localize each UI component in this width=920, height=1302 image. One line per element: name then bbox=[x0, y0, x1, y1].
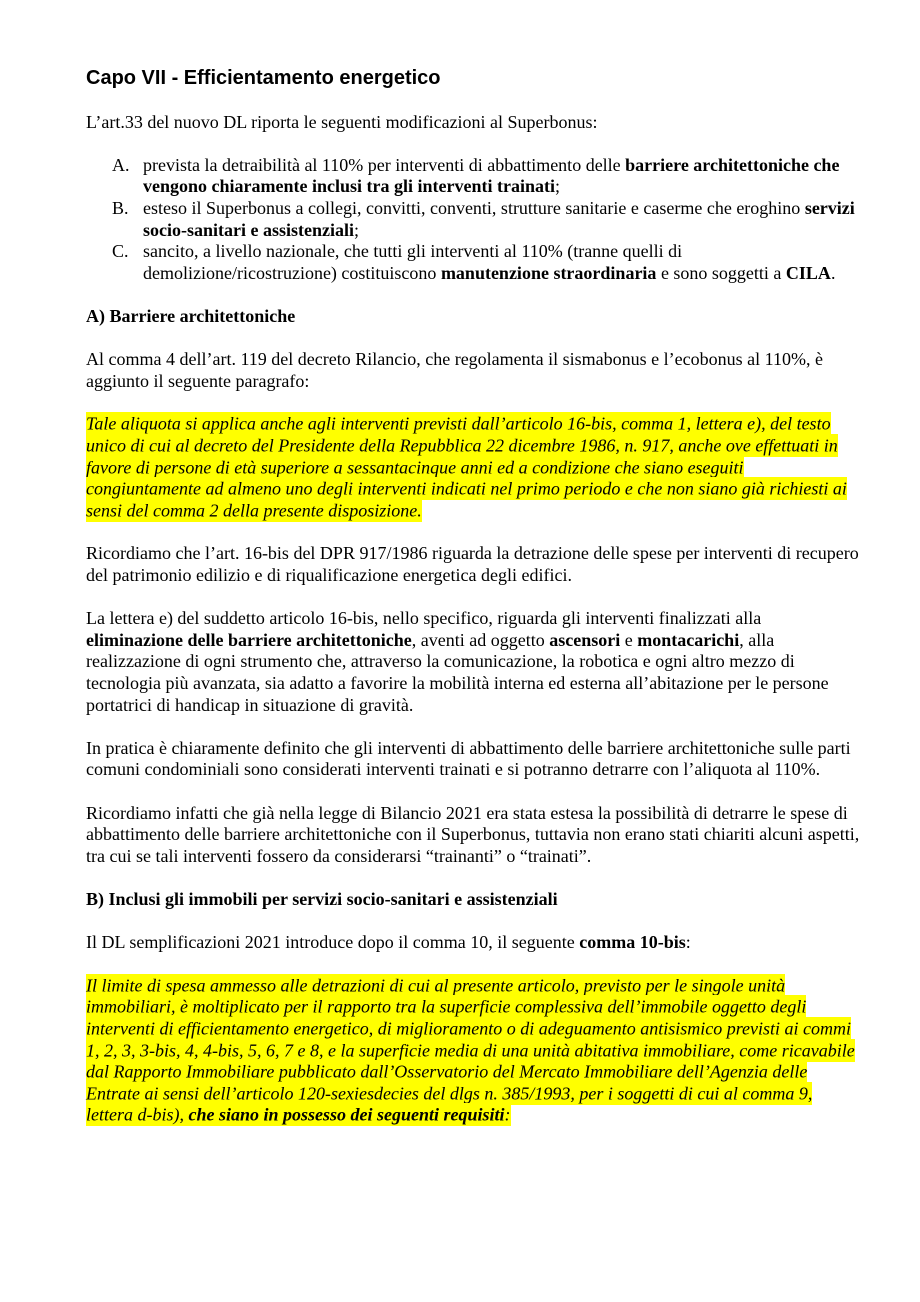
section-a-paragraph-4: In pratica è chiaramente definito che gli interventi di abbattimento delle barriere architettoniche sulle parti comuni condominiali sono considerati interventi trainati e si potranno detrarre con l’aliquota al 110%. bbox=[86, 737, 851, 780]
text-run: sancito, a livello nazionale, che tutti gli interventi al 110% (tranne quelli di demolizione/ricostruzione) costituiscono bbox=[143, 241, 683, 283]
highlighted-quote-b bbox=[86, 975, 862, 1126]
intro-paragraph: L’art.33 del nuovo DL riporta le seguenti modificazioni al Superbonus: bbox=[86, 111, 598, 132]
text-run: prevista la detraibilità al 110% per interventi di abbattimento delle bbox=[143, 154, 626, 175]
modifications-list bbox=[86, 155, 862, 285]
bold-text-run: comma 10-bis bbox=[579, 932, 686, 953]
section-b-heading: B) Inclusi gli immobili per servizi socio-sanitari e assistenziali bbox=[86, 888, 558, 909]
highlight-text: Tale aliquota si applica anche agli interventi previsti dall’articolo 16-bis, comma 1, lettera e), del testo unico di cui al decreto del Presidente della Repubblica 22 dicembre 1986, n. 917, anche ove effettuati in favore di persone di età superiore a sessantacinque anni ed a condizione che siano eseguiti congiuntamente ad almeno uno degli interventi indicati nel primo periodo e che non siano già richiesti ai sensi del comma 2 della presente disposizione. bbox=[86, 413, 847, 521]
text-run: Il DL semplificazioni 2021 introduce dopo il comma 10, il seguente bbox=[86, 932, 580, 953]
section-b-paragraph-1 bbox=[86, 932, 862, 954]
section-a-paragraph-2: Ricordiamo che l’art. 16-bis del DPR 917/1986 riguarda la detrazione delle spese per interventi di recupero del patrimonio edilizio e di riqualificazione energetica degli edifici. bbox=[86, 543, 859, 586]
list-marker: B. bbox=[112, 197, 129, 218]
list-item-b bbox=[86, 198, 862, 241]
list-marker: C. bbox=[112, 241, 129, 262]
text-run: La lettera e) del suddetto articolo 16-bis, nello specifico, riguarda gli interventi finalizzati alla bbox=[86, 608, 762, 629]
list-item-c bbox=[86, 241, 862, 284]
bold-text-run: montacarichi bbox=[637, 629, 740, 650]
list-item-a bbox=[86, 155, 862, 198]
bold-text-run: servizi socio-sanitari e assistenziali bbox=[143, 197, 855, 240]
highlight-text: : bbox=[504, 1104, 511, 1125]
bold-highlight-text: che siano in possesso dei seguenti requisiti bbox=[188, 1104, 505, 1125]
list-marker: A. bbox=[112, 154, 130, 175]
highlight-text: Il limite di spesa ammesso alle detrazioni di cui al presente articolo, previsto per le singole unità immobiliari, è moltiplicato per il rapporto tra la superficie complessiva dell’immobile oggetto degli interventi di efficientamento energetico, di miglioramento o di adeguamento antisismico previsti ai commi 1, 2, 3, 3-bis, 4, 4-bis, 5, 6, 7 e 8, e la superficie media di una unità abitativa immobiliare, come ricavabile dal Rapporto Immobiliare pubblicato dall’Osservatorio del Mercato Immobiliare dell’Agenzia delle Entrate ai sensi dell’articolo 120-sexiesdecies del dlgs n. 385/1993, per i soggetti di cui al comma 9, lettera d-bis), bbox=[86, 975, 855, 1125]
text-run: ; bbox=[554, 176, 560, 197]
highlighted-quote-a bbox=[86, 414, 862, 522]
text-run: e bbox=[620, 629, 638, 650]
page-title: Capo VII - Efficientamento energetico bbox=[86, 67, 441, 89]
text-run: : bbox=[685, 932, 691, 953]
section-a-paragraph-1: Al comma 4 dell’art. 119 del decreto Rilancio, che regolamenta il sismabonus e l’ecobonus al 110%, è aggiunto il seguente paragrafo: bbox=[86, 349, 823, 391]
section-a-paragraph-5: Ricordiamo infatti che già nella legge di Bilancio 2021 era stata estesa la possibilità di detrarre le spese di abbattimento delle barriere architettoniche con il Superbonus, tuttavia non erano stati chiariti alcuni aspetti, tra cui se tali interventi fossero da considerarsi “trainanti” o “trainati”. bbox=[86, 802, 860, 866]
text-run: esteso il Superbonus a collegi, convitti, conventi, strutture sanitarie e caserme che eroghino bbox=[143, 197, 805, 218]
text-run: ; bbox=[353, 219, 359, 240]
bold-text-run: manutenzione straordinaria bbox=[440, 262, 657, 283]
text-run: , alla realizzazione di ogni strumento che, attraverso la comunicazione, la robotica e ogni altro mezzo di tecnologia più avanzata, sia adatto a favorire la mobilità interna ed esterna all’abitazione per le persone portatrici di handicap in situazione di gravità. bbox=[86, 629, 829, 715]
bold-text-run: CILA bbox=[785, 262, 831, 283]
section-a-heading: A) Barriere architettoniche bbox=[86, 305, 296, 326]
text-run: e sono soggetti a bbox=[656, 262, 786, 283]
text-run: . bbox=[830, 262, 836, 283]
bold-text-run: barriere architettoniche che vengono chiaramente inclusi tra gli interventi trainati bbox=[143, 154, 840, 197]
bold-text-run: eliminazione delle barriere architettoniche bbox=[86, 629, 412, 650]
text-run: , aventi ad oggetto bbox=[411, 629, 550, 650]
bold-text-run: ascensori bbox=[549, 629, 621, 650]
section-a-paragraph-3 bbox=[86, 608, 862, 716]
